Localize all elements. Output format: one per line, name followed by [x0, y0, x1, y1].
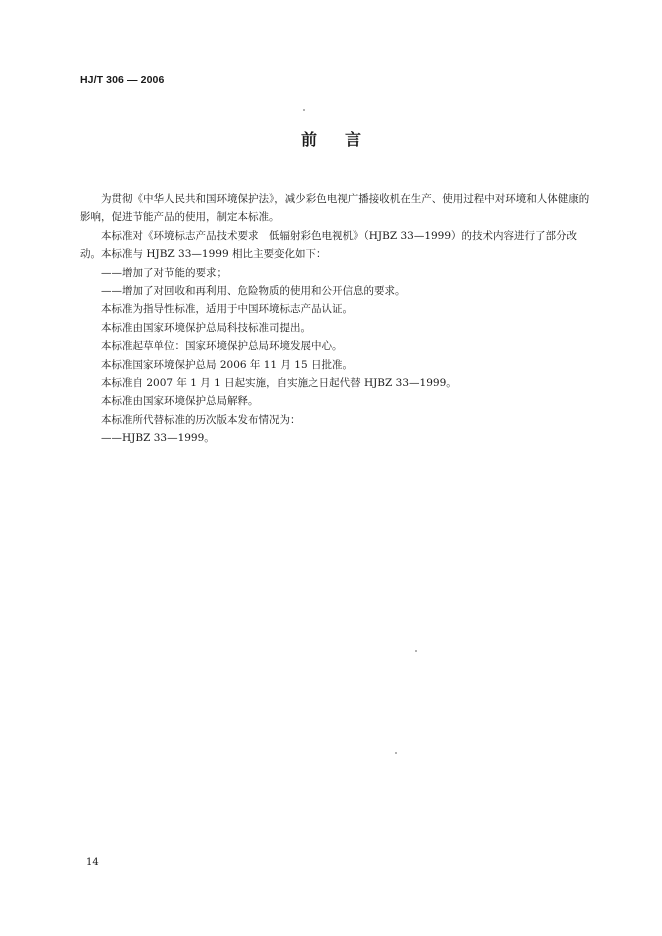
paragraph-purpose: 为贯彻《中华人民共和国环境保护法》，减少彩色电视广播接收机在生产、使用过程中对环境和人体健康的影响，促进节能产品的使用，制定本标准。 — [80, 193, 590, 224]
paragraph-drafter: 本标准起草单位：国家环境保护总局环境发展中心。 — [101, 340, 343, 353]
page-title: 前言 — [300, 130, 389, 149]
paragraph-scope: 本标准为指导性标准，适用于中国环境标志产品认证。 — [101, 303, 353, 316]
scan-speck — [415, 650, 417, 652]
scan-speck — [395, 752, 397, 754]
standard-code: HJ/T 306 — 2006 — [80, 74, 165, 86]
scan-speck — [303, 109, 305, 111]
page-number: 14 — [86, 857, 99, 868]
paragraph-changes-intro: 本标准对《环境标志产品技术要求 低辐射彩色电视机》（HJBZ 33—1999）的技术内容进行了部分改动。本标准与 HJBZ 33—1999 相比主要变化如下： — [80, 229, 578, 261]
paragraph-history-intro: 本标准所代替标准的历次版本发布情况为： — [101, 413, 301, 426]
paragraph-interpretation: 本标准由国家环境保护总局解释。 — [101, 395, 259, 408]
list-item-energy: ——增加了对节能的要求； — [101, 266, 227, 279]
paragraph-effective-date: 本标准自 2007 年 1 月 1 日起实施，自实施之日起代替 HJBZ 33—1999。 — [101, 377, 457, 390]
paragraph-approval: 本标准国家环境保护总局 2006 年 11 月 15 日批准。 — [101, 358, 353, 371]
foreword-body — [80, 190, 590, 448]
paragraph-proposer: 本标准由国家环境保护总局科技标准司提出。 — [101, 321, 311, 334]
list-item-history: ——HJBZ 33—1999。 — [101, 432, 215, 445]
list-item-recycling: ——增加了对回收和再利用、危险物质的使用和公开信息的要求。 — [101, 285, 406, 298]
